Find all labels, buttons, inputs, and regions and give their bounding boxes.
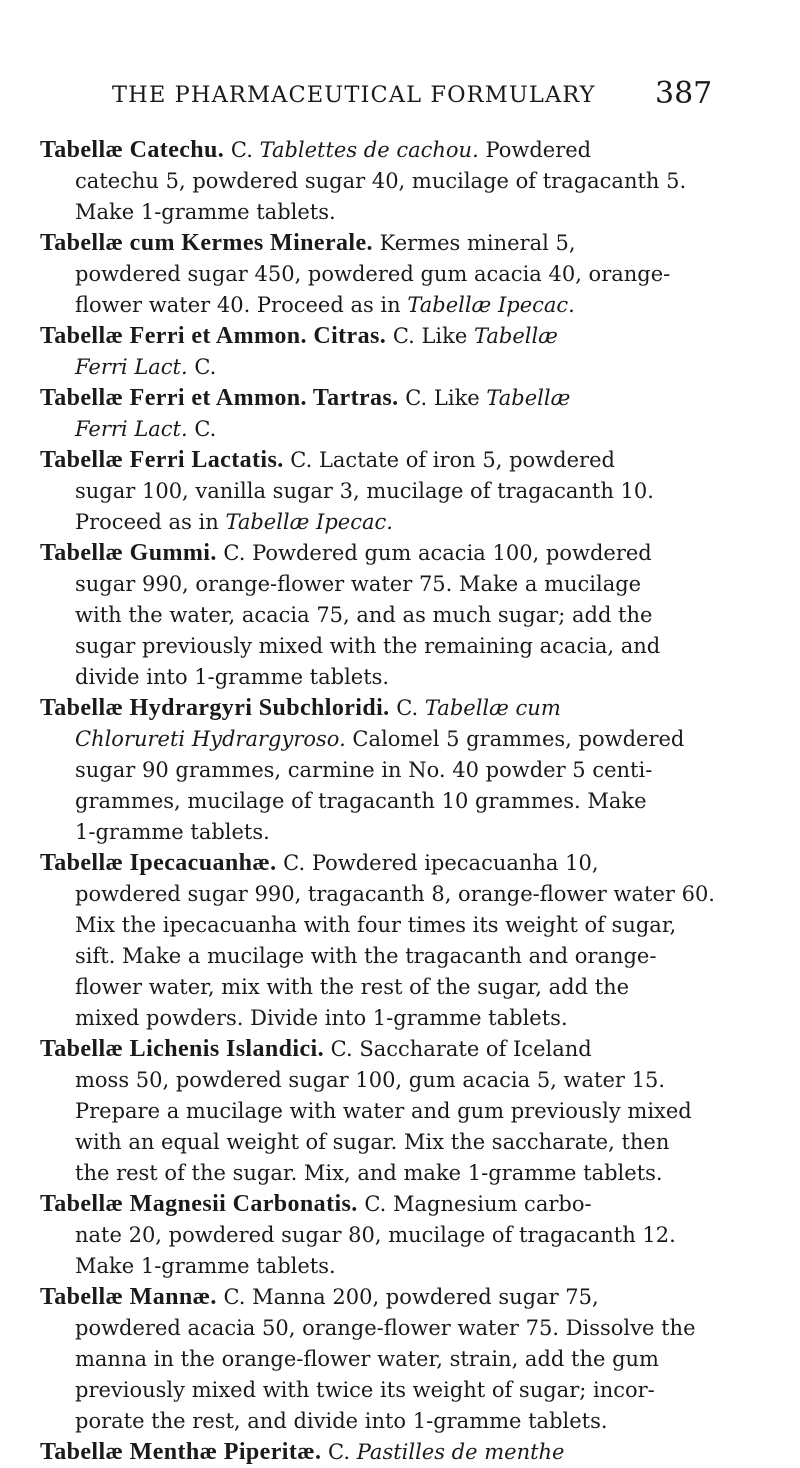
- entry-text: grammes, mucilage of tragacanth 10 grammes. Make: [75, 789, 647, 813]
- entry-first-line: [0, 383, 800, 414]
- entry-text: Kermes mineral 5,: [372, 231, 576, 255]
- entry-text: C. Manna 200, powdered sugar 75,: [216, 1285, 599, 1309]
- entry-text: powdered acacia 50, orange-flower water 75. Dissolve the: [75, 1316, 696, 1340]
- entry-text: nate 20, powdered sugar 80, mucilage of tragacanth 12.: [75, 1223, 676, 1247]
- entry-line: [0, 569, 800, 600]
- italic-text: Tabellæ cum: [424, 696, 561, 720]
- italic-text: Tabellæ: [473, 324, 558, 348]
- entry-text: sift. Make a mucilage with the tragacanth and orange-: [75, 944, 657, 968]
- formulary-entry: [0, 1437, 800, 1468]
- entry-line: [0, 786, 800, 817]
- entry-line: [0, 631, 800, 662]
- entry-text: C.: [224, 138, 260, 162]
- entry-line: [0, 972, 800, 1003]
- entry-text: powdered sugar 450, powdered gum acacia 40, orange-: [75, 262, 671, 286]
- formulary-entry: [0, 693, 800, 848]
- italic-text: Tabellæ Ipecac.: [407, 293, 575, 317]
- entry-line: [0, 1344, 800, 1375]
- italic-text: Pastilles de menthe: [356, 1440, 565, 1464]
- entry-first-line: [0, 538, 800, 569]
- entry-text: C.: [187, 417, 217, 441]
- entry-line: [0, 414, 800, 445]
- italic-text: Tabellæ Ipecac.: [225, 510, 393, 534]
- entry-first-line: [0, 1282, 800, 1313]
- formulary-entry: [0, 321, 800, 383]
- entry-text: flower water 40. Proceed as in: [75, 293, 408, 317]
- entry-text: sugar 990, orange-flower water 75. Make a mucilage: [75, 572, 642, 596]
- entry-heading: Tabellæ cum Kermes Minerale.: [40, 230, 373, 256]
- entry-heading: Tabellæ Hydrargyri Subchloridi.: [40, 695, 390, 721]
- entry-text: Prepare a mucilage with water and gum previously mixed: [75, 1099, 692, 1123]
- entry-text: C. Powdered gum acacia 100, powdered: [216, 541, 652, 565]
- entry-first-line: [0, 848, 800, 879]
- entry-text: powdered sugar 990, tragacanth 8, orange-flower water 60.: [75, 882, 715, 906]
- entry-text: mixed powders. Divide into 1-gramme tablets.: [75, 1006, 568, 1030]
- entry-line: [0, 259, 800, 290]
- entry-line: [0, 1127, 800, 1158]
- entry-heading: Tabellæ Magnesii Carbonatis.: [40, 1191, 358, 1217]
- entry-line: [0, 1220, 800, 1251]
- entry-first-line: [0, 321, 800, 352]
- entry-line: [0, 1375, 800, 1406]
- formulary-entry: [0, 383, 800, 445]
- entry-line: [0, 1251, 800, 1282]
- formulary-entries: [0, 135, 800, 1468]
- entry-heading: Tabellæ Ipecacuanhæ.: [40, 850, 277, 876]
- entry-text: C.: [187, 355, 217, 379]
- entry-heading: Tabellæ Ferri et Ammon. Citras.: [40, 323, 387, 349]
- entry-first-line: [0, 445, 800, 476]
- entry-line: [0, 1003, 800, 1034]
- entry-text: sugar previously mixed with the remaining acacia, and: [75, 634, 661, 658]
- entry-text: C.: [321, 1440, 357, 1464]
- entry-first-line: [0, 135, 800, 166]
- running-head: [0, 76, 800, 122]
- formulary-entry: [0, 445, 800, 538]
- formulary-entry: [0, 228, 800, 321]
- entry-heading: Tabellæ Ferri Lactatis.: [40, 447, 284, 473]
- entry-text: moss 50, powdered sugar 100, gum acacia 5, water 15.: [75, 1068, 665, 1092]
- entry-text: sugar 90 grammes, carmine in No. 40 powder 5 centi-: [75, 758, 653, 782]
- entry-text: C.: [389, 696, 425, 720]
- entry-first-line: [0, 1189, 800, 1220]
- entry-text: C. Like: [386, 324, 474, 348]
- entry-line: [0, 166, 800, 197]
- entry-heading: Tabellæ Mannæ.: [40, 1284, 217, 1310]
- entry-text: flower water, mix with the rest of the sugar, add the: [75, 975, 630, 999]
- running-title: THE PHARMACEUTICAL FORMULARY: [112, 82, 596, 108]
- entry-first-line: [0, 228, 800, 259]
- entry-line: [0, 1158, 800, 1189]
- entry-line: [0, 879, 800, 910]
- entry-text: sugar 100, vanilla sugar 3, mucilage of tragacanth 10.: [75, 479, 654, 503]
- italic-text: Tabellæ: [486, 386, 571, 410]
- entry-line: [0, 941, 800, 972]
- entry-text: previously mixed with twice its weight of sugar; incor-: [75, 1378, 655, 1402]
- entry-heading: Tabellæ Gummi.: [40, 540, 217, 566]
- entry-line: [0, 600, 800, 631]
- entry-text: C. Like: [398, 386, 487, 410]
- entry-line: [0, 1096, 800, 1127]
- entry-first-line: [0, 1437, 800, 1468]
- formulary-entry: [0, 1189, 800, 1282]
- entry-text: Proceed as in: [75, 510, 226, 534]
- entry-text: Powdered: [478, 138, 592, 162]
- entry-line: [0, 507, 800, 538]
- entry-line: [0, 1406, 800, 1437]
- formulary-entry: [0, 538, 800, 693]
- entry-text: catechu 5, powdered sugar 40, mucilage of tragacanth 5.: [75, 169, 687, 193]
- entry-text: the rest of the sugar. Mix, and make 1-gramme tablets.: [75, 1161, 663, 1185]
- entry-line: [0, 1065, 800, 1096]
- page-number: 387: [655, 76, 713, 111]
- entry-line: [0, 476, 800, 507]
- entry-heading: Tabellæ Lichenis Islandici.: [40, 1036, 324, 1062]
- entry-text: 1-gramme tablets.: [75, 820, 270, 844]
- formulary-entry: [0, 1034, 800, 1189]
- italic-text: Chlorureti Hydrargyroso.: [75, 727, 346, 751]
- entry-text: porate the rest, and divide into 1-gramme tablets.: [75, 1409, 608, 1433]
- entry-line: [0, 197, 800, 228]
- formulary-entry: [0, 848, 800, 1034]
- italic-text: Ferri Lact.: [75, 417, 188, 441]
- entry-line: [0, 662, 800, 693]
- entry-text: Make 1-gramme tablets.: [75, 1254, 336, 1278]
- entry-text: with an equal weight of sugar. Mix the saccharate, then: [75, 1130, 670, 1154]
- entry-text: Calomel 5 grammes, powdered: [345, 727, 685, 751]
- italic-text: Tablettes de cachou.: [259, 138, 479, 162]
- entry-first-line: [0, 693, 800, 724]
- entry-text: C. Saccharate of Iceland: [324, 1037, 592, 1061]
- entry-heading: Tabellæ Catechu.: [40, 137, 225, 163]
- italic-text: Ferri Lact.: [75, 355, 188, 379]
- entry-heading: Tabellæ Ferri et Ammon. Tartras.: [40, 385, 399, 411]
- entry-line: [0, 352, 800, 383]
- entry-line: [0, 817, 800, 848]
- formulary-entry: [0, 1282, 800, 1437]
- entry-line: [0, 290, 800, 321]
- entry-text: Mix the ipecacuanha with four times its weight of sugar,: [75, 913, 677, 937]
- formulary-entry: [0, 135, 800, 228]
- entry-text: divide into 1-gramme tablets.: [75, 665, 390, 689]
- entry-text: C. Lactate of iron 5, powdered: [283, 448, 615, 472]
- entry-text: Make 1-gramme tablets.: [75, 200, 336, 224]
- entry-line: [0, 1313, 800, 1344]
- entry-text: C. Magnesium carbo-: [357, 1192, 592, 1216]
- entry-line: [0, 724, 800, 755]
- entry-text: C. Powdered ipecacuanha 10,: [276, 851, 599, 875]
- entry-first-line: [0, 1034, 800, 1065]
- entry-text: with the water, acacia 75, and as much sugar; add the: [75, 603, 653, 627]
- entry-heading: Tabellæ Menthæ Piperitæ.: [40, 1439, 322, 1465]
- entry-line: [0, 910, 800, 941]
- entry-line: [0, 755, 800, 786]
- entry-text: manna in the orange-flower water, strain, add the gum: [75, 1347, 659, 1371]
